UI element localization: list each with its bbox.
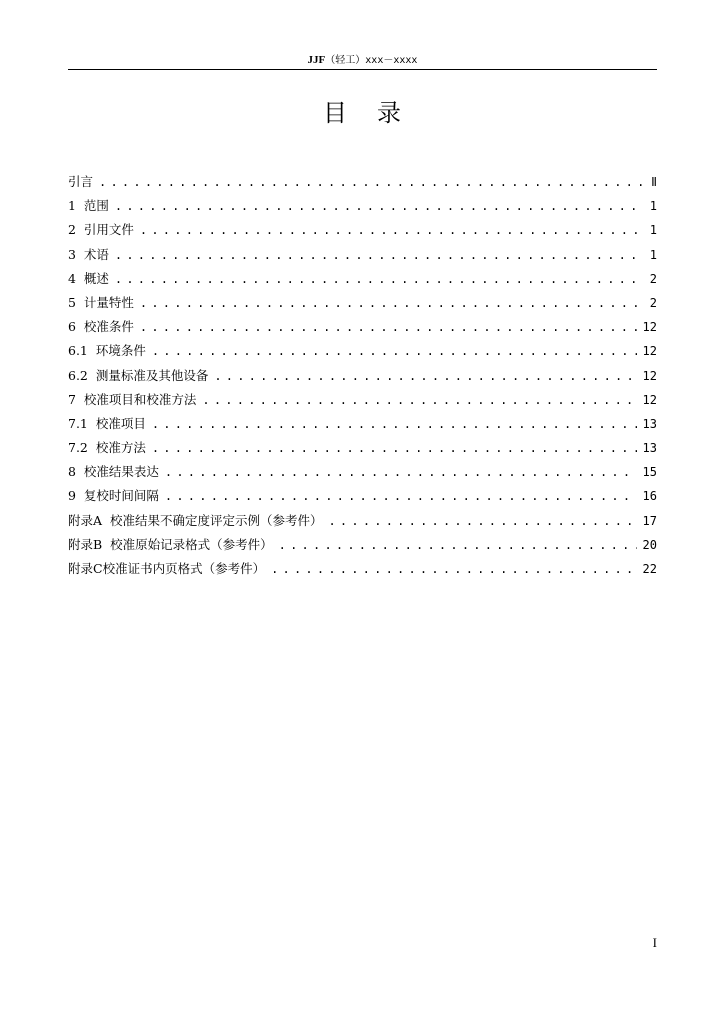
toc-leader bbox=[165, 460, 637, 484]
toc-leader bbox=[140, 315, 637, 339]
toc-label: 引言 bbox=[68, 174, 94, 189]
toc-entry-intro[interactable] bbox=[68, 170, 657, 194]
toc-entry-3[interactable] bbox=[68, 243, 657, 267]
toc-leader bbox=[328, 509, 636, 533]
toc-entry-7-2[interactable] bbox=[68, 436, 657, 460]
toc-entry-6[interactable] bbox=[68, 315, 657, 339]
toc-label: 附录C校准证书内页格式（参考件） bbox=[68, 561, 266, 576]
toc-entry-appendix-c[interactable] bbox=[68, 557, 657, 581]
toc-label: 5 计量特性 bbox=[68, 294, 134, 310]
toc-entry-5[interactable] bbox=[68, 291, 657, 315]
toc-entry-7[interactable] bbox=[68, 388, 657, 412]
toc-entry-8[interactable] bbox=[68, 460, 657, 484]
toc-label: 7 校准项目和校准方法 bbox=[68, 391, 197, 407]
toc-label: 附录B 校准原始记录格式（参考件） bbox=[68, 536, 273, 552]
toc-leader bbox=[115, 194, 644, 218]
toc-leader bbox=[202, 388, 636, 412]
toc-label: 1 范围 bbox=[68, 198, 109, 214]
toc-label: 7.2 校准方法 bbox=[68, 440, 146, 456]
toc-entry-6-2[interactable] bbox=[68, 364, 657, 388]
toc-page: 2 bbox=[649, 295, 657, 310]
toc-label: 3 术语 bbox=[68, 246, 109, 262]
toc-leader bbox=[115, 267, 644, 291]
page-title: 目录 bbox=[323, 99, 431, 127]
toc-page: 13 bbox=[642, 441, 657, 456]
toc-label: 7.1 校准项目 bbox=[68, 415, 146, 431]
toc-page: Ⅱ bbox=[651, 175, 657, 189]
toc-leader bbox=[214, 364, 636, 388]
toc-leader bbox=[99, 170, 645, 194]
toc-entry-9[interactable] bbox=[68, 484, 657, 508]
toc-page: 1 bbox=[649, 223, 657, 238]
toc-label: 4 概述 bbox=[68, 270, 109, 286]
toc-page: 16 bbox=[642, 489, 657, 504]
toc-label: 8 校准结果表达 bbox=[68, 464, 159, 480]
toc-leader bbox=[279, 533, 637, 557]
toc-entry-2[interactable] bbox=[68, 218, 657, 242]
toc-page: 12 bbox=[642, 320, 657, 335]
toc-page: 15 bbox=[642, 465, 657, 480]
page-header bbox=[68, 50, 657, 69]
page-number: I bbox=[652, 935, 657, 950]
toc-label: 6.1 环境条件 bbox=[68, 343, 146, 359]
toc-page: 2 bbox=[649, 271, 657, 286]
toc-label: 6.2 测量标准及其他设备 bbox=[68, 367, 209, 383]
toc-leader bbox=[165, 484, 637, 508]
toc-page: 20 bbox=[642, 537, 657, 552]
toc-page: 17 bbox=[642, 513, 657, 528]
toc-page: 12 bbox=[642, 344, 657, 359]
toc-leader bbox=[152, 436, 637, 460]
toc-page: 1 bbox=[649, 199, 657, 214]
toc-entry-1[interactable] bbox=[68, 194, 657, 218]
toc-page: 22 bbox=[642, 562, 657, 576]
toc-label: 6 校准条件 bbox=[68, 319, 134, 335]
toc-page: 12 bbox=[642, 368, 657, 383]
toc-page: 12 bbox=[642, 392, 657, 407]
toc-label: 9 复校时间间隔 bbox=[68, 488, 159, 504]
toc-entry-6-1[interactable] bbox=[68, 339, 657, 363]
toc-leader bbox=[115, 243, 644, 267]
toc-leader bbox=[140, 291, 644, 315]
toc-entry-appendix-a[interactable] bbox=[68, 509, 657, 533]
toc-page: 13 bbox=[642, 416, 657, 431]
toc-leader bbox=[271, 557, 636, 581]
toc-leader bbox=[152, 412, 637, 436]
table-of-contents bbox=[68, 170, 657, 581]
toc-entry-7-1[interactable] bbox=[68, 412, 657, 436]
toc-label: 2 引用文件 bbox=[68, 222, 134, 238]
toc-leader bbox=[152, 339, 637, 363]
header-rule bbox=[68, 69, 657, 70]
header-number: （轻工）xxx－xxxx bbox=[325, 55, 418, 66]
toc-entry-4[interactable] bbox=[68, 267, 657, 291]
toc-leader bbox=[140, 218, 644, 242]
header-code: JJF bbox=[307, 54, 326, 66]
toc-page: 1 bbox=[649, 247, 657, 262]
toc-label: 附录A 校准结果不确定度评定示例（参考件） bbox=[68, 512, 323, 528]
toc-entry-appendix-b[interactable] bbox=[68, 533, 657, 557]
